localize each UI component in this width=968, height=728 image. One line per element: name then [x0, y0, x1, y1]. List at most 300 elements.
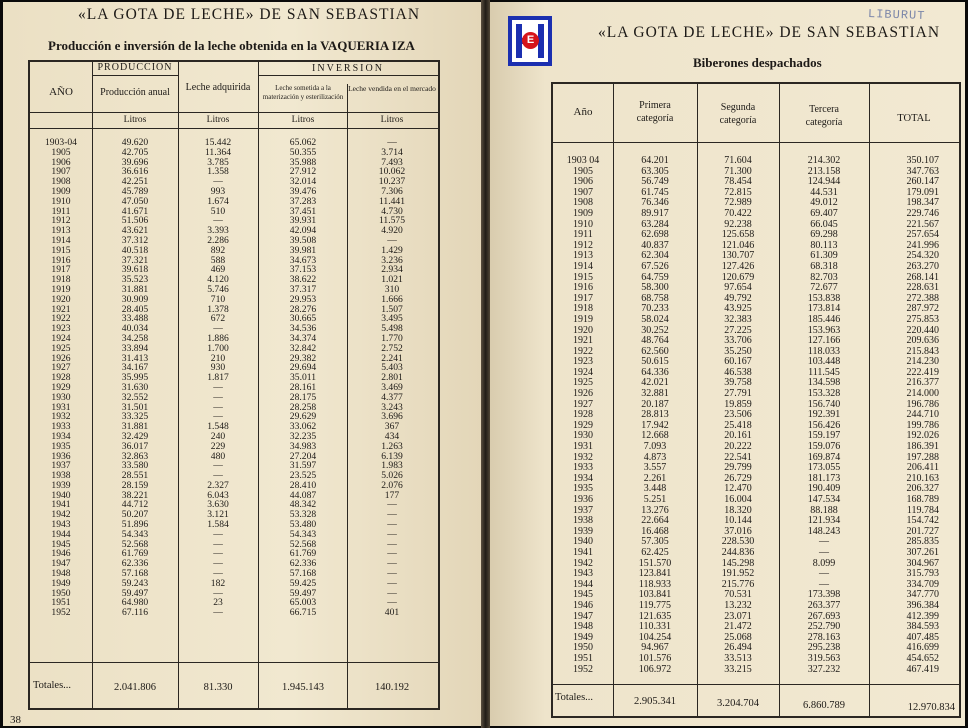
year-right-cell: 1912: [573, 239, 593, 251]
adquirida-cell: 1.674: [207, 195, 229, 207]
year-right-cell: 1931: [573, 441, 593, 453]
tercera-cell: 181.173: [807, 472, 841, 484]
year-right-cell: 1906: [573, 176, 593, 188]
segunda-cell: 71.604: [724, 155, 752, 166]
produccion-cell: 47.050: [121, 195, 149, 207]
adquirida-cell: —: [213, 411, 223, 423]
sometida-cell: 66.715: [289, 607, 317, 619]
vendida-cell: 3.495: [381, 313, 403, 325]
produccion-cell: 36.017: [121, 440, 149, 452]
primera-cell: 62.304: [641, 250, 669, 262]
year-cell: 1924: [51, 332, 71, 344]
vendida-column: [347, 138, 437, 618]
produccion-cell: 34.167: [121, 362, 149, 374]
adquirida-cell: 1.548: [207, 421, 229, 433]
year-right-cell: 1909: [573, 207, 593, 219]
sometida-cell: 39.476: [289, 185, 317, 197]
year-right-cell: 1939: [573, 525, 593, 537]
year-right-cell: 1922: [573, 345, 593, 357]
total-cell: 257.654: [906, 229, 939, 241]
total-cell: 347.763: [906, 165, 939, 177]
sometida-cell: 35.988: [289, 156, 317, 168]
tercera-cell: —: [819, 546, 829, 558]
tercera-cell: 169.874: [807, 451, 841, 463]
produccion-cell: 42.251: [121, 176, 149, 188]
produccion-cell: 31.630: [121, 381, 149, 393]
total-primera: 2.905.341: [634, 696, 676, 707]
vendida-cell: 434: [384, 430, 400, 442]
adquirida-cell: —: [213, 528, 223, 540]
year-cell: 1932: [51, 411, 71, 423]
tercera-cell: 278.163: [807, 631, 841, 643]
sometida-cell: 54.343: [289, 528, 317, 540]
adquirida-cell: 1.584: [207, 519, 229, 531]
adquirida-cell: 3.630: [207, 499, 229, 511]
segunda-cell: 22.541: [724, 451, 752, 463]
year-right-cell: 1920: [573, 324, 593, 336]
year-cell: 1927: [51, 362, 71, 374]
adquirida-cell: 672: [210, 313, 226, 325]
unit-c2: Litros: [206, 115, 230, 125]
vendida-cell: 5.026: [381, 470, 403, 482]
total-cell: 206.411: [906, 462, 939, 474]
segunda-cell: 26.494: [724, 642, 752, 654]
year-header: AÑO: [49, 86, 73, 98]
total-cell: 285.835: [906, 536, 939, 548]
year-cell: 1925: [51, 342, 71, 354]
total-cell: 215.843: [906, 345, 939, 357]
year-right-cell: 1907: [573, 186, 593, 198]
tercera-cell: 173.398: [807, 589, 841, 601]
tercera-cell: 156.740: [807, 398, 841, 410]
adquirida-cell: 6.043: [207, 489, 229, 501]
total-cell: 307.261: [906, 546, 939, 558]
library-logo: [508, 16, 552, 66]
primera-cell: 2.261: [643, 472, 667, 484]
vendida-cell: 310: [384, 283, 400, 295]
primera-cell: 20.187: [641, 398, 669, 410]
sometida-cell: 62.336: [289, 558, 317, 570]
primera-cell: 101.576: [638, 652, 672, 664]
primera-cell: 151.570: [638, 557, 672, 569]
tercera-cell: 319.563: [807, 652, 841, 664]
vendida-cell: 3.243: [381, 401, 403, 413]
segunda-cell: 215.776: [721, 578, 755, 590]
year-cell: 1911: [51, 205, 71, 217]
adquirida-cell: 930: [210, 362, 226, 374]
primera-cell: 76.346: [641, 197, 669, 209]
produccion-cell: 33.894: [121, 342, 149, 354]
year-right-cell: 1942: [573, 557, 593, 569]
primera-cell: 106.972: [638, 663, 672, 675]
produccion-cell: 40.034: [121, 323, 149, 335]
primera-cell: 62.425: [641, 546, 669, 558]
primera-cell: 64.759: [641, 271, 669, 283]
total-cell: 384.593: [906, 621, 939, 633]
segunda-cell: 43.925: [724, 303, 752, 315]
segunda-cell: 33.215: [724, 663, 752, 675]
right-subtitle: Biberones despachados: [693, 55, 822, 70]
year-cell: 1944: [51, 528, 71, 540]
segunda-cell: 23.071: [724, 610, 752, 622]
year-right-cell: 1924: [573, 366, 593, 378]
tercera-cell: 148.243: [807, 525, 841, 537]
produccion-cell: 51.896: [121, 519, 149, 531]
primera-cell: 7.093: [643, 441, 667, 453]
total-cell: 210.163: [906, 472, 939, 484]
sometida-cell: 29.953: [289, 293, 317, 305]
tercera-cell: 159.076: [807, 441, 841, 453]
vendida-cell: 2.076: [381, 479, 403, 491]
produccion-cell: 51.506: [121, 215, 149, 227]
year-right-cell: 1948: [573, 621, 593, 633]
vendida-cell: —: [387, 137, 397, 148]
total-cell: 228.631: [906, 282, 939, 294]
tercera-cell: 153.838: [807, 292, 841, 304]
segunda-cell: 26.729: [724, 472, 752, 484]
year-right-cell: 1938: [573, 515, 593, 527]
vendida-cell: —: [387, 528, 397, 540]
total-cell: 229.746: [906, 207, 939, 219]
produccion-cell: 42.705: [121, 146, 149, 158]
year-cell: 1935: [51, 440, 71, 452]
year-right-cell: 1936: [573, 494, 593, 505]
total-cell: 222.419: [906, 366, 939, 378]
adquirida-cell: 1.378: [207, 303, 229, 315]
segunda-cell: 97.654: [724, 282, 752, 294]
tercera-cell: 185.446: [807, 313, 841, 325]
vendida-cell: 11.441: [378, 195, 406, 207]
year-right-cell: 1929: [573, 419, 593, 431]
year-cell: 1921: [51, 303, 71, 315]
tercera-cell: 127.166: [807, 335, 841, 347]
vendida-cell: 1.021: [381, 274, 403, 286]
unit-c4: Litros: [380, 115, 404, 125]
sometida-cell: 50.355: [289, 146, 317, 158]
produccion-group-header: PRODUCCION: [97, 62, 173, 73]
produccion-cell: 32.429: [121, 430, 149, 442]
tercera-cell: 159.197: [807, 430, 841, 442]
total-cell: 197.288: [906, 451, 939, 463]
total-cell: 412.399: [906, 610, 939, 622]
produccion-cell: 54.343: [121, 528, 149, 540]
year-cell: 1951: [51, 597, 71, 609]
primera-cell: 3.448: [643, 483, 667, 495]
vendida-cell: —: [387, 499, 397, 511]
segunda-cell: 33.706: [724, 335, 752, 347]
adquirida-cell: 469: [210, 264, 226, 276]
total-cell: 260.147: [906, 176, 939, 188]
tercera-cell: 61.309: [810, 250, 838, 262]
sometida-cell: 29.629: [289, 411, 317, 423]
year-right-cell: 1928: [573, 409, 593, 421]
adquirida-cell: 588: [210, 254, 226, 266]
primera-cell: 103.841: [638, 589, 672, 601]
totals-label: Totales...: [33, 680, 72, 691]
adquirida-cell: —: [213, 176, 223, 188]
sometida-cell: 53.480: [289, 519, 317, 531]
segunda-cell: 37.016: [724, 525, 752, 537]
produccion-cell: 32.863: [121, 450, 149, 462]
primera-cell: 32.881: [641, 388, 669, 400]
tercera-cell: 173.055: [807, 462, 841, 474]
year-cell: 1937: [51, 460, 71, 472]
produccion-cell: 59.243: [121, 577, 149, 589]
segunda-cell: 10.144: [724, 515, 752, 527]
tercera-cell: 82.703: [810, 271, 838, 283]
vendida-cell: 2.801: [381, 372, 403, 384]
sometida-cell: 61.769: [289, 548, 317, 560]
produccion-cell: 57.168: [121, 568, 149, 580]
sometida-cell: 28.410: [289, 479, 317, 491]
segunda-cell: 19.859: [724, 398, 752, 410]
vendida-cell: 3.236: [381, 254, 403, 266]
produccion-cell: 39.618: [121, 264, 149, 276]
primera-cell: 17.942: [641, 419, 669, 431]
adquirida-cell: —: [213, 568, 223, 580]
total-cell: 347.770: [906, 589, 939, 601]
year-cell: 1922: [51, 313, 71, 325]
primera-cell: 94.967: [641, 642, 669, 654]
sometida-cell: 34.983: [289, 440, 317, 452]
year-cell: 1926: [51, 352, 71, 364]
total-cell: 119.784: [906, 504, 939, 516]
total-cell: 396.384: [906, 599, 939, 611]
primera-column: [613, 156, 697, 675]
adquirida-cell: 2.327: [207, 479, 229, 491]
sometida-cell: 28.258: [289, 401, 317, 413]
produccion-cell: 49.620: [121, 137, 149, 148]
sometida-cell: 34.374: [289, 332, 317, 344]
primera-cell: 3.557: [643, 462, 667, 474]
segunda-cell: 72.815: [724, 186, 752, 198]
segunda-cell: 20.161: [724, 430, 752, 442]
primera-cell: 118.933: [638, 578, 672, 590]
segunda-cell: 20.222: [724, 441, 752, 453]
total-cell: 268.141: [906, 271, 939, 283]
vendida-cell: 10.237: [378, 176, 406, 188]
year-right-cell: 1923: [573, 356, 593, 368]
vendida-cell: 4.920: [381, 225, 403, 237]
vendida-cell: 401: [384, 607, 400, 619]
year-cell: 1920: [51, 293, 71, 305]
primera-cell: 40.837: [641, 239, 669, 251]
sometida-cell: 38.622: [289, 274, 317, 286]
primera-cell: 62.698: [641, 229, 669, 241]
year-cell: 1913: [51, 225, 71, 237]
year-cell: 1907: [51, 166, 71, 178]
sometida-cell: 65.062: [289, 137, 317, 148]
vendida-cell: 367: [384, 421, 400, 433]
vendida-cell: 3.714: [381, 146, 403, 158]
segunda-cell: 71.300: [724, 165, 752, 177]
total-cell: 220.440: [906, 324, 939, 336]
left-header: «LA GOTA DE LECHE» DE SAN SEBASTIAN: [78, 6, 421, 23]
adquirida-cell: 3.121: [207, 509, 229, 521]
page-number: 38: [10, 714, 21, 726]
primera-cell: 28.813: [641, 409, 669, 421]
vendida-cell: 5.498: [381, 323, 403, 335]
biberones-table: [551, 82, 961, 718]
segunda-header: Segunda categoría: [719, 102, 757, 126]
segunda-cell: 70.531: [724, 589, 752, 601]
year-cell: 1931: [51, 401, 71, 413]
tercera-cell: 68.318: [810, 260, 838, 272]
adquirida-cell: 15.442: [204, 137, 232, 148]
vendida-cell: 4.377: [381, 391, 403, 403]
year-right-cell: 1915: [573, 271, 593, 283]
segunda-cell: 25.068: [724, 631, 752, 643]
adquirida-cell: —: [213, 548, 223, 560]
vendida-cell: 3.696: [381, 411, 403, 423]
produccion-cell: 35.523: [121, 274, 149, 286]
year-right-cell: 1910: [573, 218, 593, 230]
segunda-cell: 27.791: [724, 388, 752, 400]
tercera-cell: 88.188: [810, 504, 838, 516]
segunda-cell: 39.758: [724, 377, 752, 389]
year-cell: 1939: [51, 479, 71, 491]
year-right-cell: 1941: [573, 546, 593, 558]
produccion-cell: 37.321: [121, 254, 149, 266]
total-cell: 196.786: [906, 398, 939, 410]
adquirida-cell: 892: [210, 244, 226, 256]
adquirida-cell: —: [213, 587, 223, 599]
year-right-cell: 1925: [573, 377, 593, 389]
produccion-cell: 35.995: [121, 372, 149, 384]
primera-cell: 64.336: [641, 366, 669, 378]
year-right-cell: 1951: [573, 652, 593, 664]
primera-cell: 61.745: [641, 186, 669, 198]
year-cell: 1909: [51, 185, 71, 197]
year-right-cell: 1913: [573, 250, 593, 262]
produccion-column: [92, 138, 178, 618]
year-right-cell: 1949: [573, 631, 593, 643]
primera-header: Primera categoría: [636, 100, 674, 124]
sometida-cell: 28.175: [289, 391, 317, 403]
total-cell: 216.377: [906, 377, 939, 389]
year-right-cell: 1932: [573, 451, 593, 463]
adquirida-cell: 1.817: [207, 372, 229, 384]
year-cell: 1917: [51, 264, 71, 276]
tercera-cell: 69.298: [810, 229, 838, 241]
sometida-cell: 44.087: [289, 489, 317, 501]
primera-cell: 121.635: [638, 610, 672, 622]
year-cell: 1943: [51, 519, 71, 531]
year-right-cell: 1945: [573, 589, 593, 601]
sometida-cell: 29.382: [289, 352, 317, 364]
total-total: 12.970.834: [907, 702, 955, 713]
tercera-cell: —: [819, 536, 829, 548]
produccion-cell: 28.159: [121, 479, 149, 491]
vendida-cell: —: [387, 509, 397, 521]
sometida-cell: 30.665: [289, 313, 317, 325]
segunda-cell: 92.238: [724, 218, 752, 230]
segunda-cell: 60.167: [724, 356, 752, 368]
book-gutter: [481, 0, 490, 728]
tercera-cell: 121.934: [807, 515, 841, 527]
produccion-cell: 28.405: [121, 303, 149, 315]
year-cell: 1912: [51, 215, 71, 227]
year-right-cell: 1947: [573, 610, 593, 622]
produccion-cell: 36.616: [121, 166, 149, 178]
year-right-cell: 1940: [573, 536, 593, 548]
primera-cell: 56.749: [641, 176, 669, 188]
tercera-cell: 153.328: [807, 388, 841, 400]
sometida-cell: 57.168: [289, 568, 317, 580]
produccion-cell: 34.258: [121, 332, 149, 344]
segunda-cell: 130.707: [721, 250, 755, 262]
tercera-cell: 111.545: [808, 366, 840, 378]
produccion-cell: 33.580: [121, 460, 149, 472]
adquirida-cell: 993: [210, 185, 226, 197]
total-cell: 221.567: [906, 218, 939, 230]
sometida-cell: 34.673: [289, 254, 317, 266]
vendida-cell: 7.493: [381, 156, 403, 168]
produccion-cell: 32.552: [121, 391, 149, 403]
sometida-cell: 37.283: [289, 195, 317, 207]
total-cell: 186.391: [906, 441, 939, 453]
adquirida-cell: —: [213, 381, 223, 393]
sometida-cell: 32.842: [289, 342, 317, 354]
total-cell: 350.107: [906, 155, 939, 166]
total-sometida: 1.945.143: [282, 682, 324, 693]
year-cell: 1905: [51, 146, 71, 158]
produccion-anual-header: Producción anual: [100, 87, 170, 98]
adquirida-cell: 11.364: [204, 146, 232, 158]
vendida-cell: —: [387, 538, 397, 550]
segunda-cell: 25.418: [724, 419, 752, 431]
year-cell: 1930: [51, 391, 71, 403]
tercera-header: Tercera categoría: [805, 104, 843, 128]
total-cell: 244.710: [906, 409, 939, 421]
produccion-cell: 31.881: [121, 421, 149, 433]
total-cell: 192.026: [906, 430, 939, 442]
segunda-cell: 46.538: [724, 366, 752, 378]
vendida-cell: 1.263: [381, 440, 403, 452]
sometida-cell: 28.276: [289, 303, 317, 315]
year-right-cell: 1950: [573, 642, 593, 654]
sometida-cell: 33.062: [289, 421, 317, 433]
total-cell: 214.230: [906, 356, 939, 368]
adquirida-column: [178, 138, 258, 618]
unit-c3: Litros: [291, 115, 315, 125]
sometida-cell: 65.003: [289, 597, 317, 609]
year-cell: 1915: [51, 244, 71, 256]
year-column-right: [553, 156, 613, 675]
segunda-cell: 49.792: [724, 292, 752, 304]
adquirida-cell: —: [213, 558, 223, 570]
vendida-cell: 1.770: [381, 332, 403, 344]
total-cell: 304.967: [906, 557, 939, 569]
produccion-cell: 33.325: [121, 411, 149, 423]
vendida-cell: 2.934: [381, 264, 403, 276]
segunda-cell: 228.530: [721, 536, 755, 548]
total-cell: 201.727: [906, 525, 939, 537]
year-cell: 1908: [51, 176, 71, 188]
adquirida-cell: —: [213, 470, 223, 482]
tercera-cell: —: [819, 578, 829, 590]
vendida-cell: 1.666: [381, 293, 403, 305]
adquirida-cell: 210: [210, 352, 226, 364]
total-adquirida: 81.330: [203, 682, 233, 693]
total-segunda: 3.204.704: [717, 698, 759, 709]
vendida-cell: 4.730: [381, 205, 403, 217]
primera-cell: 58.024: [641, 313, 669, 325]
sometida-cell: 52.568: [289, 538, 317, 550]
primera-cell: 42.021: [641, 377, 669, 389]
year-column: [30, 138, 92, 618]
total-vendida: 140.192: [374, 682, 410, 693]
